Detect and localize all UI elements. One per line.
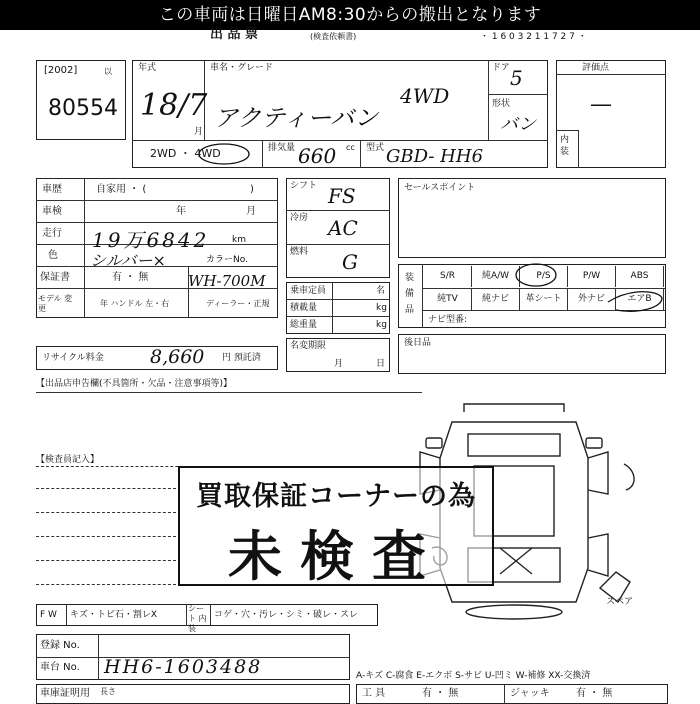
grade-label: 評価点 (582, 63, 610, 73)
spare-label: スペア (606, 597, 634, 607)
fw-text: キズ・トビ石・割レX (70, 610, 157, 620)
shape-value: バン (500, 114, 536, 135)
reg-history-close: ) (250, 184, 254, 195)
tools-label: 工 具 (362, 688, 386, 699)
equipment-option-row2-1: 純ナビ (472, 289, 520, 310)
seat-label: シート 内装 (188, 604, 207, 633)
equipment-option-row1-2: P/S (520, 266, 568, 287)
equipment-option-row1-4: ABS (616, 266, 664, 287)
drive-circle-mark (196, 142, 252, 166)
displacement-unit: cc (346, 143, 355, 152)
garage-cert-label: 車庫証明用 (40, 688, 90, 699)
unverified-stamp (178, 466, 494, 586)
dims-label: 長さ (100, 687, 116, 696)
damage-legend: A-キズ C-腐食 E-エクボ S-サビ U-凹ミ W-補修 XX-交換済 (356, 671, 591, 681)
model-label: 型式 (366, 143, 385, 153)
month-label: 月 (194, 127, 204, 137)
drive-options: 2WD ・ 4WD (150, 147, 221, 160)
year-label: 年式 (138, 63, 157, 73)
stamp-line-1: 買取保証コーナーの為 (196, 481, 476, 512)
year-value: 18/7 (140, 88, 208, 123)
fw-label: F W (40, 610, 57, 620)
color-no-label: カラーNo. (206, 255, 248, 265)
stamp-line-2: 未検査 (228, 525, 444, 588)
inspection-year: 年 (176, 206, 186, 217)
grade-value: — (590, 92, 612, 117)
form-subtitle: (検査依頼書) (310, 32, 357, 41)
handle-text: 年 ハンドル 左・右 (100, 299, 170, 308)
name-label: 車名・グレード (210, 63, 274, 73)
reg-history-label: 車歴 (42, 184, 62, 195)
form-title: 出 品 票 (210, 27, 259, 42)
equipment-option-row1-1: 純A/W (472, 266, 520, 287)
warranty-value: 有 ・ 無 (112, 272, 149, 283)
owner-change-day: 日 (376, 359, 386, 369)
owner-change-label: 名変期限 (290, 341, 327, 351)
fuel-value: G (342, 250, 358, 274)
mileage-unit: km (232, 235, 246, 245)
inspection-label: 車検 (42, 206, 62, 217)
lot-number: 80554 (48, 96, 118, 121)
lot-tag-suffix: 以 (104, 67, 112, 76)
ac-value: AC (328, 216, 358, 240)
inspection-month: 月 (246, 206, 256, 217)
inspector-notes-label: 【検査員記入】 (36, 455, 100, 465)
color-no-value: WH-700M (188, 272, 266, 290)
notice-banner: この車両は日曜日AM8:30からの搬出となります (0, 0, 700, 30)
capacity-label: 乗車定員 (290, 286, 327, 296)
equipment-option-row2-0: 純TV (424, 289, 472, 310)
ac-label: 冷房 (290, 213, 309, 223)
recycle-unit: 円 預託済 (222, 353, 261, 363)
later-input-label: 後日品 (404, 338, 432, 348)
equipment-option-row2-3: 外ナビ (568, 289, 616, 310)
capacity-unit: 名 (376, 286, 386, 296)
jack-label: ジャッキ (510, 688, 550, 699)
reg-history-value: 自家用 ・ ( (96, 184, 147, 195)
fuel-label: 燃料 (290, 247, 309, 257)
sales-point-label: セールスポイント (404, 183, 476, 193)
interior-label: 内装 (560, 135, 570, 157)
seller-notes-label: 【出品店申告欄(不具箇所・欠品・注意事項等)】 (36, 379, 233, 389)
equipment-option-row2-4: エアB (616, 289, 664, 310)
recycle-value: 8,660 (150, 346, 205, 368)
equipment-option-row1-0: S/R (424, 266, 472, 287)
recycle-label: リサイクル料金 (42, 353, 104, 363)
model-value: GBD- HH6 (386, 146, 484, 167)
equipment-label: 装備品 (405, 273, 415, 315)
load-label: 積載量 (290, 303, 318, 313)
dealer-text: ディーラー・正規 (206, 299, 270, 308)
owner-change-month: 月 (334, 359, 344, 369)
form-serial: ・ 1 6 0 3 2 1 1 7 2 7 ・ (480, 32, 587, 42)
mileage-value: 19万6842 (92, 228, 210, 252)
chassis-value: HH6-1603488 (104, 656, 263, 678)
equipment-option-row1-3: P/W (568, 266, 616, 287)
equipment-circle-marks (512, 258, 672, 318)
tools-value: 有 ・ 無 (422, 688, 459, 699)
drive-note: 4WD (400, 84, 450, 108)
door-value: 5 (510, 66, 523, 90)
color-label: 色 (48, 250, 58, 261)
name-value: アクティーバン (214, 104, 379, 132)
navi-model-label: ナビ型番: (428, 315, 468, 325)
jack-value: 有 ・ 無 (576, 688, 613, 699)
model-change-label: モデル 変更 (38, 294, 73, 313)
warranty-label: 保証書 (40, 272, 70, 283)
later-input-box (398, 334, 666, 374)
gross-unit: kg (376, 320, 387, 330)
door-label: ドア (492, 63, 510, 73)
lot-year-tag: [2002] (44, 65, 78, 76)
shift-value: FS (328, 184, 356, 208)
chassis-label: 車台 No. (40, 662, 80, 673)
mileage-label: 走行 (42, 228, 62, 239)
color-value: シルバー× (90, 251, 166, 270)
displacement-label: 排気量 (268, 143, 296, 153)
load-unit: kg (376, 303, 387, 313)
gross-label: 総重量 (290, 320, 318, 330)
seat-text: コゲ・穴・汚レ・シミ・破レ・スレ (214, 610, 359, 620)
equipment-option-row2-2: 革シート (520, 289, 568, 310)
reg-no-label: 登録 No. (40, 640, 80, 651)
displacement-value: 660 (298, 144, 337, 168)
shape-label: 形状 (492, 99, 511, 109)
shift-label: シフト (290, 181, 318, 191)
